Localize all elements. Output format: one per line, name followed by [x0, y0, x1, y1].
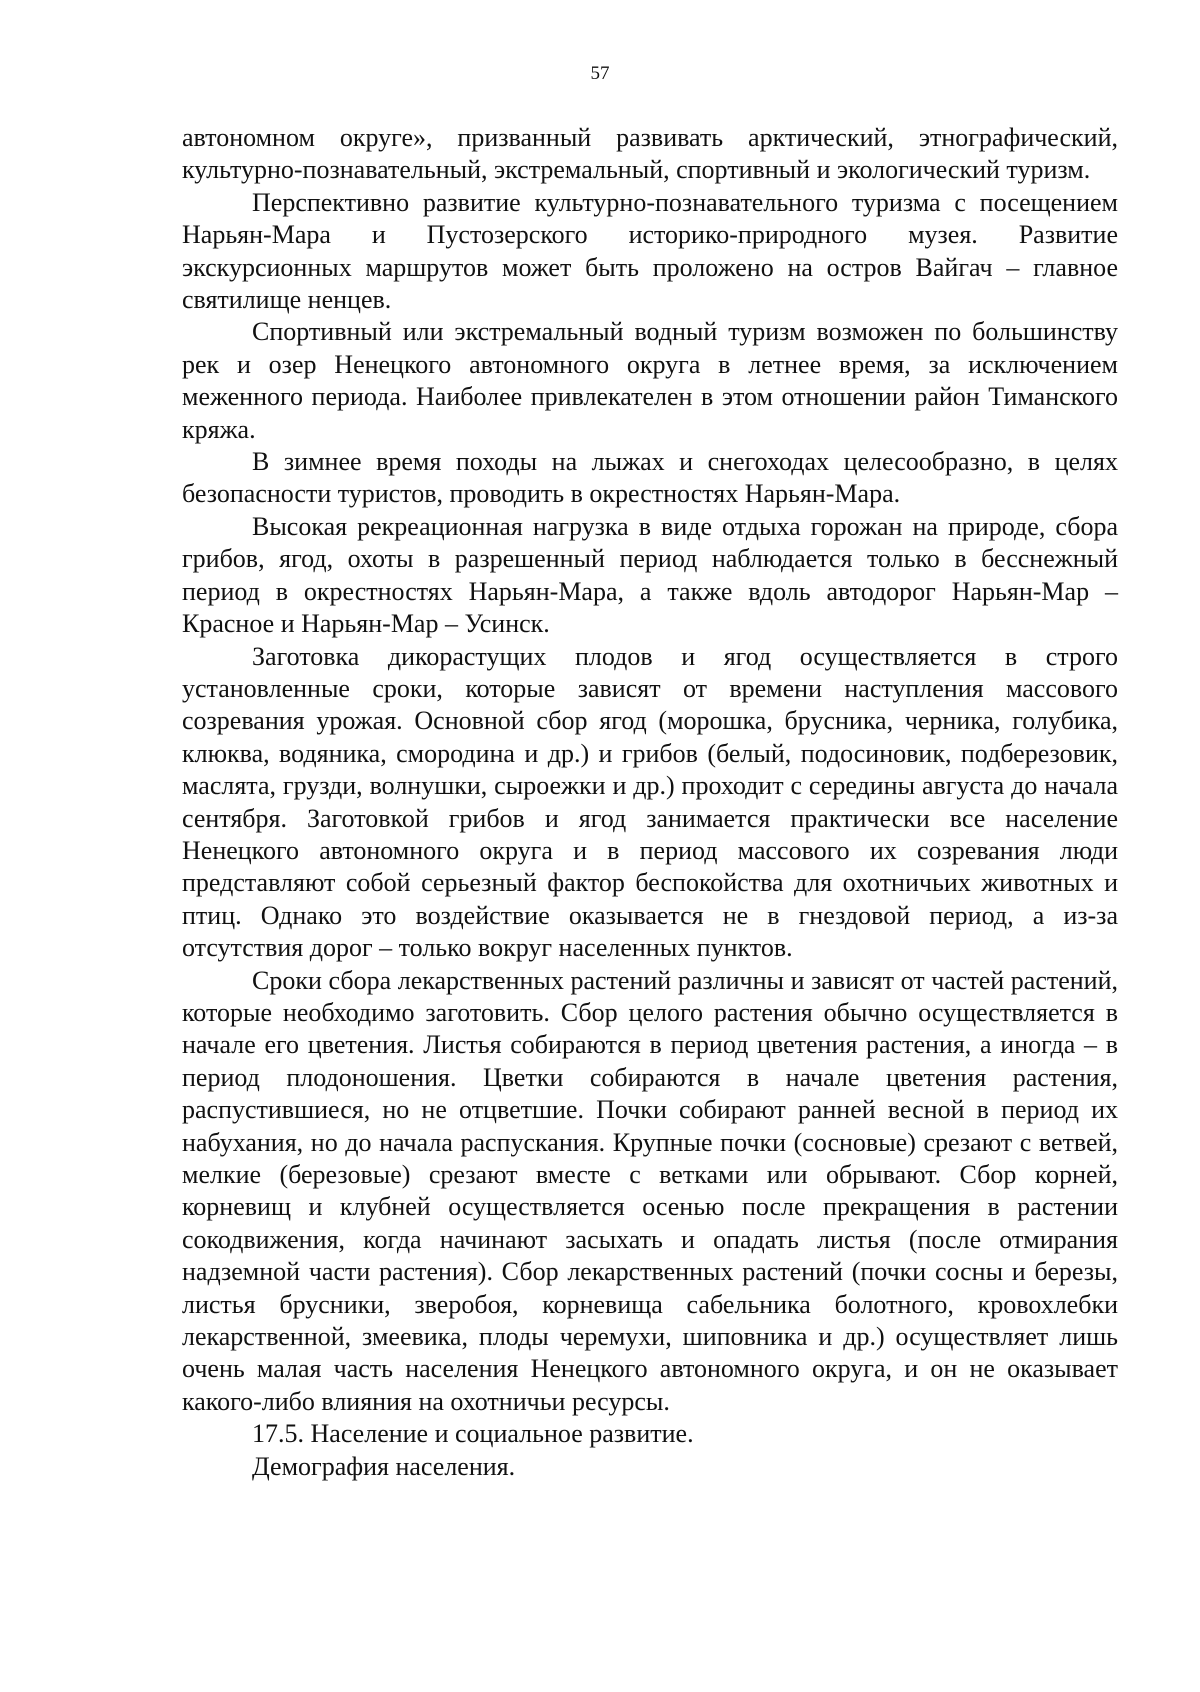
- section-heading-population: 17.5. Население и социальное развитие.: [252, 1419, 694, 1449]
- paragraph-continuation: автономном округе», призванный развивать арктический, этнографический, культурно-познавательный, экстремальный, спортивный и экологический туризм.: [182, 123, 1118, 185]
- paragraph-winter-hikes: В зимнее время походы на лыжах и снегоходах целесообразно, в целях безопасности туристов, проводить в окрестностях Нарьян-Мара.: [182, 447, 1118, 509]
- paragraph-recreational-load: Высокая рекреационная нагрузка в виде отдыха горожан на природе, сбора грибов, ягод, охоты в разрешенный период наблюдается только в бесснежный период в окрестностях Нарьян-Мара, а также вдоль автодорог Нарьян-Мар – Красное и Нарьян-Мар – Усинск.: [182, 511, 1118, 639]
- paragraph-water-tourism: Спортивный или экстремальный водный туризм возможен по большинству рек и озер Ненецкого автономного округа в летнее время, за исключением меженного периода. Наиболее привлекателен в этом отношении район Тиманского кряжа.: [182, 317, 1118, 444]
- page-number: 57: [590, 63, 610, 84]
- paragraph-wild-harvest: Заготовка дикорастущих плодов и ягод осуществляется в строго установленные сроки, которые зависят от времени наступления массового созревания урожая. Основной сбор ягод (морошка, брусника, черника, голубика, клюква, водяника, смородина и др.) и грибов (белый, подосиновик, подберезовик, маслята, грузди, волнушки, сыроежки и др.) проходит с середины августа до начала сентября. Заготовкой грибов и ягод занимается практически все население Ненецкого автономного округа и в период массового их созревания люди представляют собой серьезный фактор беспокойства для охотничьих животных и птиц. Однако это воздействие оказывается не в гнездовой период, а из-за отсутствия дорог – только вокруг населенных пунктов.: [182, 641, 1118, 963]
- subsection-heading-demography: Демография населения.: [252, 1451, 516, 1481]
- document-body: [182, 122, 1118, 1483]
- paragraph-medicinal-plants: Сроки сбора лекарственных растений различны и зависят от частей растений, которые необходимо заготовить. Сбор целого растения обычно осуществляется в начале его цветения. Листья собираются в период цветения растения, а иногда – в период плодоношения. Цветки собираются в начале цветения растения, распустившиеся, но не отцветшие. Почки собирают ранней весной в период их набухания, но до начала распускания. Крупные почки (сосновые) срезают с ветвей, мелкие (березовые) срезают вместе с ветками или обрывают. Сбор корней, корневищ и клубней осуществляется осенью после прекращения в растении сокодвижения, когда начинают засыхать и опадать листья (после отмирания надземной части растения). Сбор лекарственных растений (почки сосны и березы, листья брусники, зверобоя, корневища сабельника болотного, кровохлебки лекарственной, змеевика, плоды черемухи, шиповника и др.) осуществляет лишь очень малая часть населения Ненецкого автономного округа, и он не оказывает какого-либо влияния на охотничьи ресурсы.: [182, 965, 1118, 1416]
- paragraph-cultural-tourism: Перспективно развитие культурно-познавательного туризма с посещением Нарьян-Мара и Пустозерского историко-природного музея. Развитие экскурсионных маршрутов может быть проложено на остров Вайгач – главное святилище ненцев.: [182, 187, 1118, 315]
